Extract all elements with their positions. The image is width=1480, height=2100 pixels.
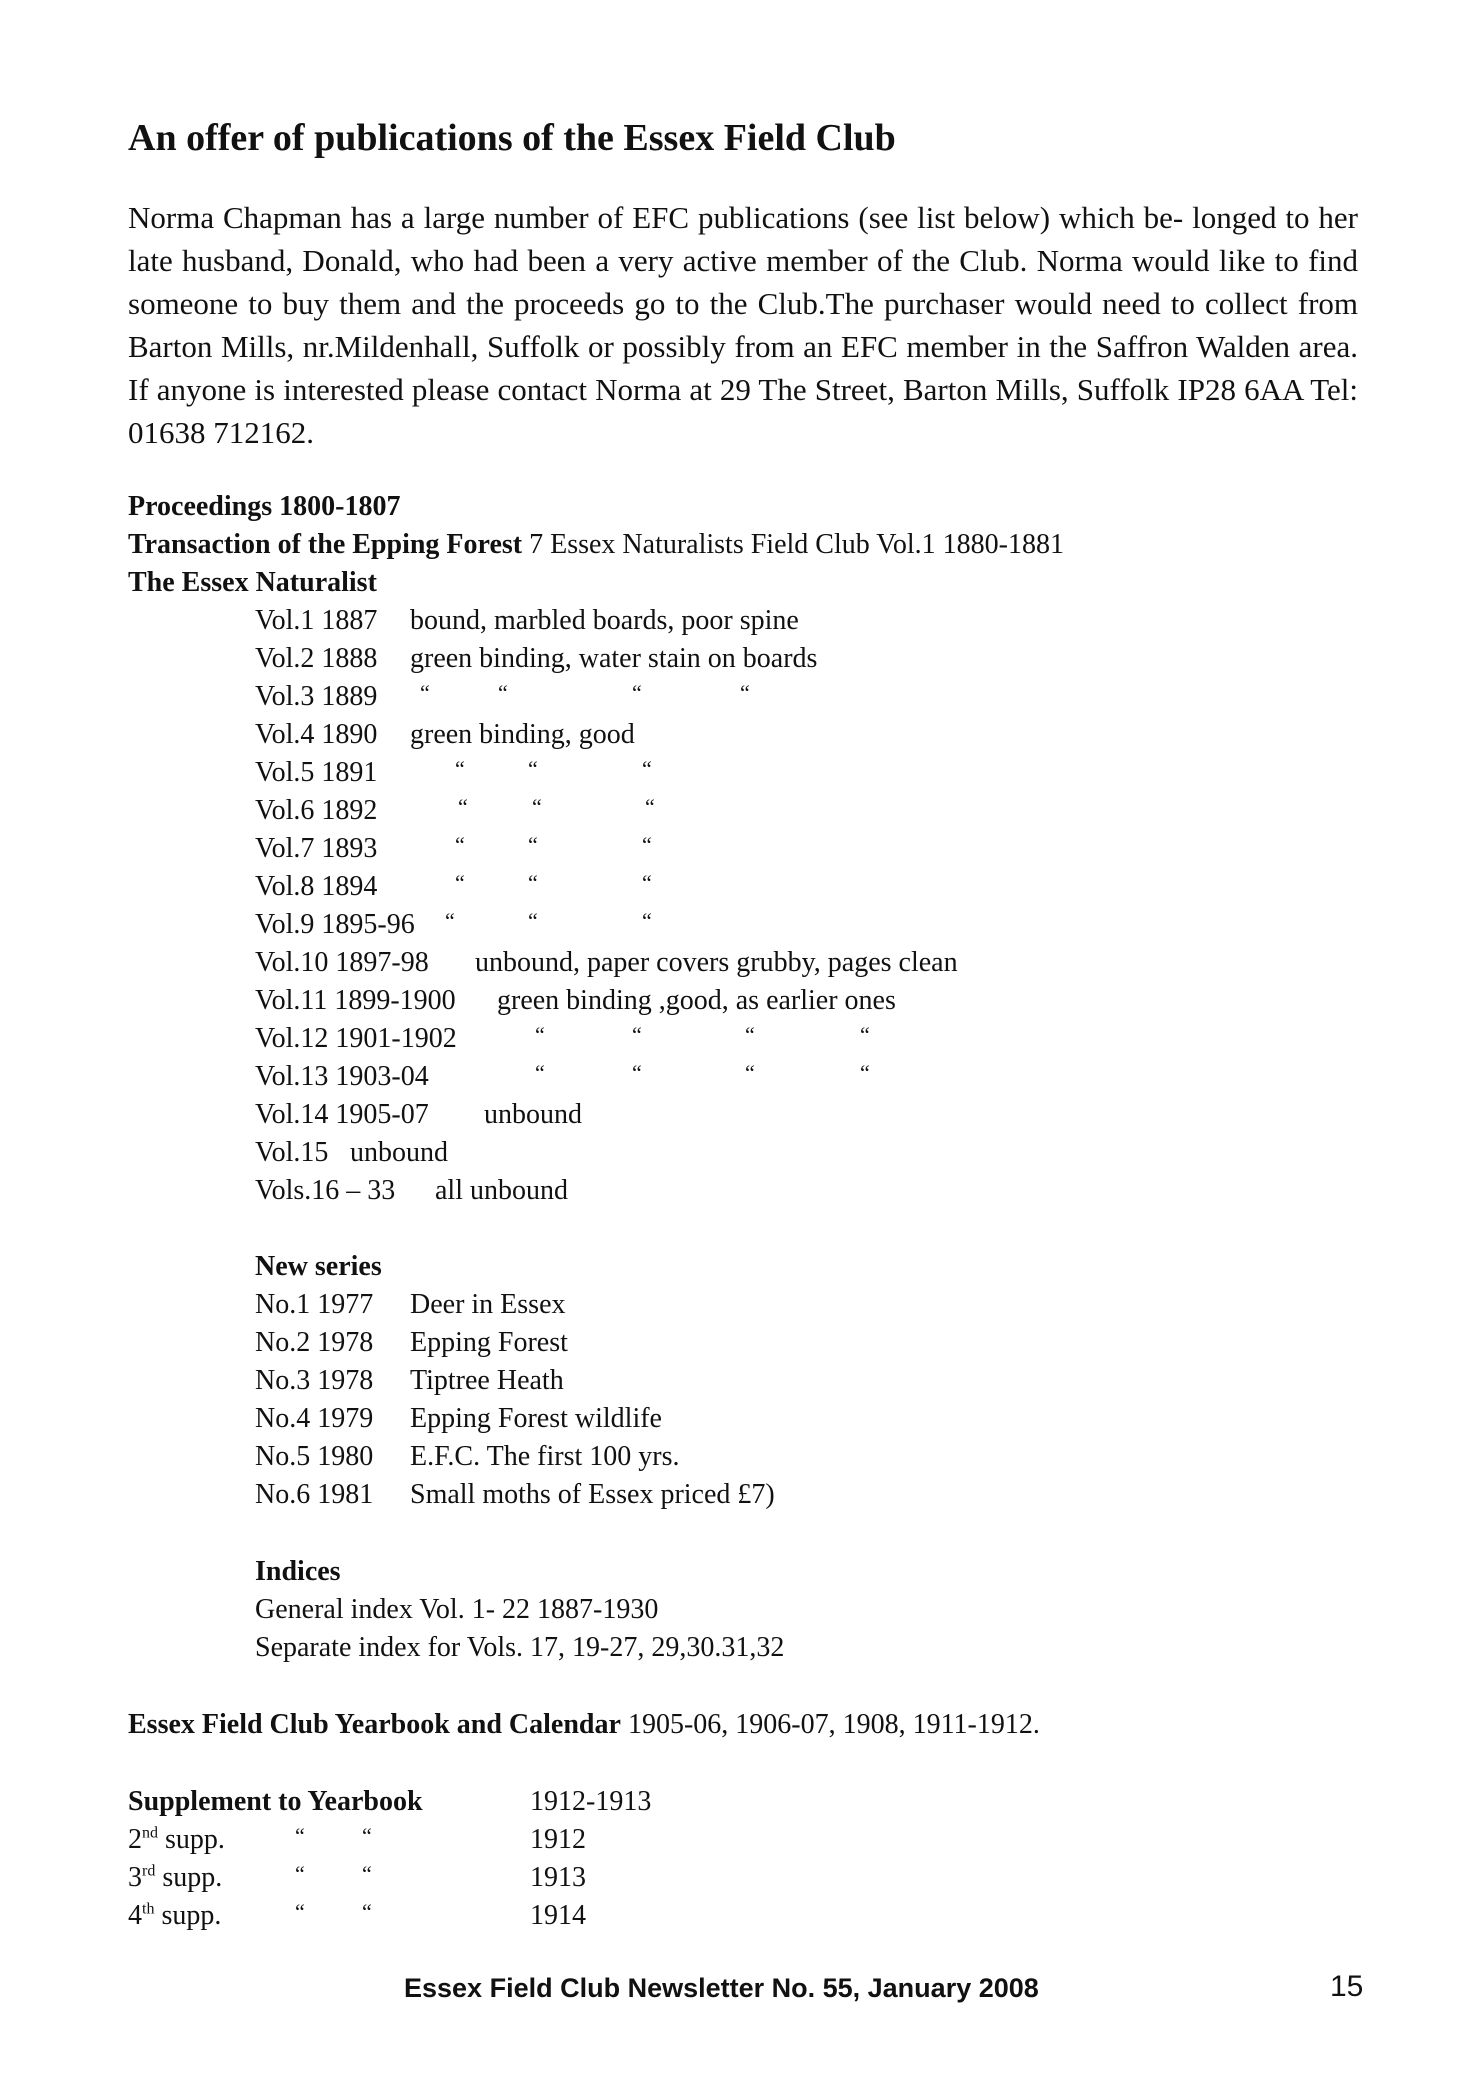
- ditto-mark: “: [642, 908, 652, 933]
- transaction-title: Transaction of the Epping Forest: [128, 529, 523, 560]
- supplement-label: supp.: [155, 1862, 223, 1893]
- supplement-heading: Supplement to Yearbook: [128, 1786, 423, 1817]
- supplement-num: 2: [128, 1824, 142, 1855]
- ditto-mark: “: [455, 756, 465, 781]
- volume-number: Vol.11 1899-1900: [255, 985, 456, 1016]
- newsletter-footer: Essex Field Club Newsletter No. 55, January 2008: [404, 1973, 1039, 2003]
- new-series-heading: New series: [255, 1251, 382, 1282]
- volume-number: Vol.10 1897-98: [255, 947, 429, 978]
- supplement-num: 3: [128, 1862, 142, 1893]
- ditto-mark: “: [420, 680, 430, 705]
- ditto-mark: “: [632, 680, 642, 705]
- volume-description: green binding, water stain on boards: [410, 643, 818, 674]
- volume-number: Vol.8 1894: [255, 871, 378, 902]
- series-title: E.F.C. The first 100 yrs.: [410, 1441, 680, 1472]
- volume-number: Vols.16 – 33: [255, 1175, 396, 1206]
- series-number: No.3 1978: [255, 1365, 374, 1396]
- ordinal-suffix: rd: [142, 1862, 156, 1880]
- essex-naturalist-heading: The Essex Naturalist: [128, 567, 377, 598]
- intro-line: from an EFC member in the Saffron Walden area. If anyone is interested please contact: [128, 329, 1358, 407]
- volume-description: unbound: [484, 1099, 582, 1130]
- volume-number: Vol.6 1892: [255, 795, 378, 826]
- ditto-mark: “: [535, 1022, 545, 1047]
- intro-line: Norma Chapman has a large number of EFC publications (see list below) which be-: [128, 200, 1184, 235]
- yearbook-line: [128, 1706, 1040, 1744]
- series-title: Epping Forest wildlife: [410, 1403, 662, 1434]
- volume-number: Vol.15: [255, 1137, 329, 1168]
- series-number: No.2 1978: [255, 1327, 374, 1358]
- series-title: Tiptree Heath: [410, 1365, 564, 1396]
- volume-number: Vol.9 1895-96: [255, 909, 415, 940]
- ditto-mark: “: [362, 1823, 372, 1848]
- yearbook-title: Essex Field Club Yearbook and Calendar: [128, 1709, 621, 1740]
- volume-number: Vol.12 1901-1902: [255, 1023, 457, 1054]
- ditto-mark: “: [745, 1022, 755, 1047]
- ditto-mark: “: [528, 908, 538, 933]
- volume-description: unbound: [350, 1137, 448, 1168]
- volume-number: Vol.7 1893: [255, 833, 378, 864]
- volume-number: Vol.1 1887: [255, 605, 378, 636]
- ditto-mark: “: [455, 870, 465, 895]
- supplement-year: 1914: [530, 1900, 586, 1931]
- ditto-mark: “: [535, 1060, 545, 1085]
- ditto-mark: “: [362, 1899, 372, 1924]
- ditto-mark: “: [740, 680, 750, 705]
- volume-description: all unbound: [435, 1175, 568, 1206]
- ditto-mark: “: [642, 756, 652, 781]
- series-number: No.1 1977: [255, 1289, 374, 1320]
- ditto-mark: “: [455, 832, 465, 857]
- volume-number: Vol.5 1891: [255, 757, 378, 788]
- ditto-mark: “: [445, 908, 455, 933]
- ditto-mark: “: [458, 794, 468, 819]
- ordinal-suffix: th: [142, 1900, 155, 1918]
- series-title: Deer in Essex: [410, 1289, 566, 1320]
- supplement-row: [128, 1821, 225, 1859]
- supplement-label: supp.: [154, 1900, 222, 1931]
- indices-heading: Indices: [255, 1556, 341, 1587]
- series-number: No.4 1979: [255, 1403, 374, 1434]
- supplement-row: [128, 1897, 221, 1935]
- ditto-mark: “: [362, 1861, 372, 1886]
- proceedings-heading: Proceedings 1800-1807: [128, 491, 401, 522]
- volume-number: Vol.3 1889: [255, 681, 378, 712]
- supplement-num: 4: [128, 1900, 142, 1931]
- ditto-mark: “: [860, 1022, 870, 1047]
- series-number: No.6 1981: [255, 1479, 374, 1510]
- supplement-year: 1912-1913: [530, 1786, 652, 1817]
- ditto-mark: “: [632, 1022, 642, 1047]
- intro-line: Norma at 29 The Street, Barton Mills, Suffolk IP28 6AA Tel: 01638 712162.: [128, 372, 1358, 450]
- volume-description: green binding ,good, as earlier ones: [497, 985, 896, 1016]
- yearbook-years: 1905-06, 1906-07, 1908, 1911-1912.: [620, 1709, 1040, 1740]
- volume-description: bound, marbled boards, poor spine: [410, 605, 799, 636]
- transaction-detail: 7 Essex Naturalists Field Club Vol.1 1880-1881: [522, 529, 1064, 560]
- volume-description: green binding, good: [410, 719, 635, 750]
- ditto-mark: “: [528, 756, 538, 781]
- index-item: General index Vol. 1- 22 1887-1930: [255, 1594, 659, 1625]
- supplement-year: 1913: [530, 1862, 586, 1893]
- volume-number: Vol.14 1905-07: [255, 1099, 429, 1130]
- ditto-mark: “: [642, 870, 652, 895]
- series-title: Epping Forest: [410, 1327, 568, 1358]
- series-title: Small moths of Essex priced £7): [410, 1479, 775, 1510]
- ditto-mark: “: [860, 1060, 870, 1085]
- ditto-mark: “: [632, 1060, 642, 1085]
- intro-paragraph: [128, 196, 1358, 454]
- page-number: 15: [1330, 1970, 1364, 2003]
- index-item: Separate index for Vols. 17, 19-27, 29,30.31,32: [255, 1632, 785, 1663]
- ordinal-suffix: nd: [142, 1824, 158, 1842]
- article-title: An offer of publications of the Essex Field Club: [128, 117, 896, 159]
- intro-line: purchaser would need to collect from Barton Mills, nr.Mildenhall, Suffolk or possibly: [128, 286, 1359, 364]
- intro-line: longed to her late husband, Donald, who had been a very active member of the Club.: [128, 200, 1358, 278]
- series-number: No.5 1980: [255, 1441, 374, 1472]
- supplement-year: 1912: [530, 1824, 586, 1855]
- ditto-mark: “: [528, 870, 538, 895]
- ditto-mark: “: [498, 680, 508, 705]
- ditto-mark: “: [642, 832, 652, 857]
- volume-description: unbound, paper covers grubby, pages clean: [475, 947, 958, 978]
- ditto-mark: “: [645, 794, 655, 819]
- ditto-mark: “: [295, 1899, 305, 1924]
- ditto-mark: “: [295, 1823, 305, 1848]
- intro-line: Norma would like to find someone to buy them and the proceeds go to the Club.The: [128, 243, 1359, 321]
- volume-number: Vol.4 1890: [255, 719, 378, 750]
- volume-number: Vol.2 1888: [255, 643, 378, 674]
- supplement-row: [128, 1859, 222, 1897]
- supplement-label: supp.: [158, 1824, 225, 1855]
- ditto-mark: “: [532, 794, 542, 819]
- volume-number: Vol.13 1903-04: [255, 1061, 429, 1092]
- ditto-mark: “: [528, 832, 538, 857]
- transaction-line: [128, 526, 1064, 564]
- ditto-mark: “: [295, 1861, 305, 1886]
- ditto-mark: “: [745, 1060, 755, 1085]
